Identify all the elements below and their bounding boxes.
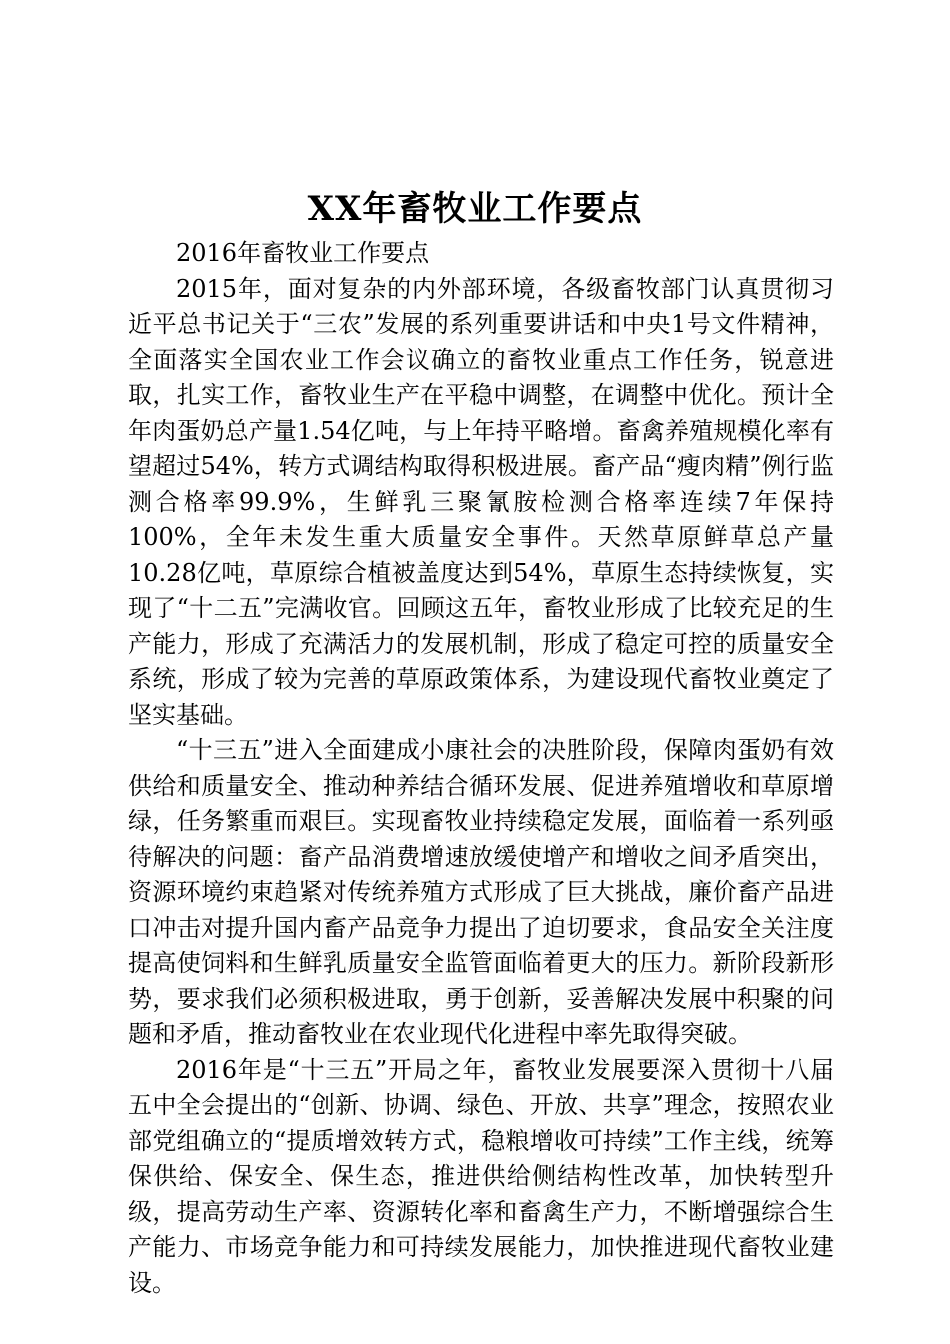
- paragraph-subtitle: 2016年畜牧业工作要点: [176, 239, 430, 267]
- document-title: XX年畜牧业工作要点: [307, 189, 643, 229]
- paragraph-2015-review: 2015年，面对复杂的内外部环境，各级畜牧部门认真贯彻习近平总书记关于“三农”发展的系列重要讲话和中央1号文件精神，全面落实全国农业工作会议确立的畜牧业重点工作任务，锐意进取，扎实工作，畜牧业生产在平稳中调整，在调整中优化。预计全年肉蛋奶总产量1.54亿吨，与上年持平略增。畜禽养殖规模化率有望超过54%，转方式调结构取得积极进展。畜产品“瘦肉精”例行监测合格率99.9%，生鲜乳三聚氰胺检测合格率连续7年保持100%，全年未发生重大质量安全事件。天然草原鲜草总产量10.28亿吨，草原综合植被盖度达到54%，草原生态持续恢复，实现了“十二五”完满收官。回顾这五年，畜牧业形成了比较充足的生产能力，形成了充满活力的发展机制，形成了稳定可控的质量安全系统，形成了较为完善的草原政策体系，为建设现代畜牧业奠定了坚实基础。: [128, 274, 834, 729]
- paragraph-13th-five-year: “十三五”进入全面建成小康社会的决胜阶段，保障肉蛋奶有效供给和质量安全、推动种养结合循环发展、促进养殖增收和草原增绿，任务繁重而艰巨。实现畜牧业持续稳定发展，面临着一系列亟待解决的问题：畜产品消费增速放缓使增产和增收之间矛盾突出，资源环境约束趋紧对传统养殖方式形成了巨大挑战，廉价畜产品进口冲击对提升国内畜产品竞争力提出了迫切要求，食品安全关注度提高使饲料和生鲜乳质量安全监管面临着更大的压力。新阶段新形势，要求我们必须积极进取，勇于创新，妥善解决发展中积聚的问题和矛盾，推动畜牧业在农业现代化进程中率先取得突破。: [128, 736, 834, 1048]
- paragraph-2016-goals: 2016年是“十三五”开局之年，畜牧业发展要深入贯彻十八届五中全会提出的“创新、协调、绿色、开放、共享”理念，按照农业部党组确立的“提质增效转方式，稳粮增收可持续”工作主线，统筹保供给、保安全、保生态，推进供给侧结构性改革，加快转型升级，提高劳动生产率、资源转化率和畜禽生产力，不断增强综合生产能力、市场竞争能力和可持续发展能力，加快推进现代畜牧业建设。: [128, 1055, 834, 1297]
- document-body: [128, 236, 834, 1301]
